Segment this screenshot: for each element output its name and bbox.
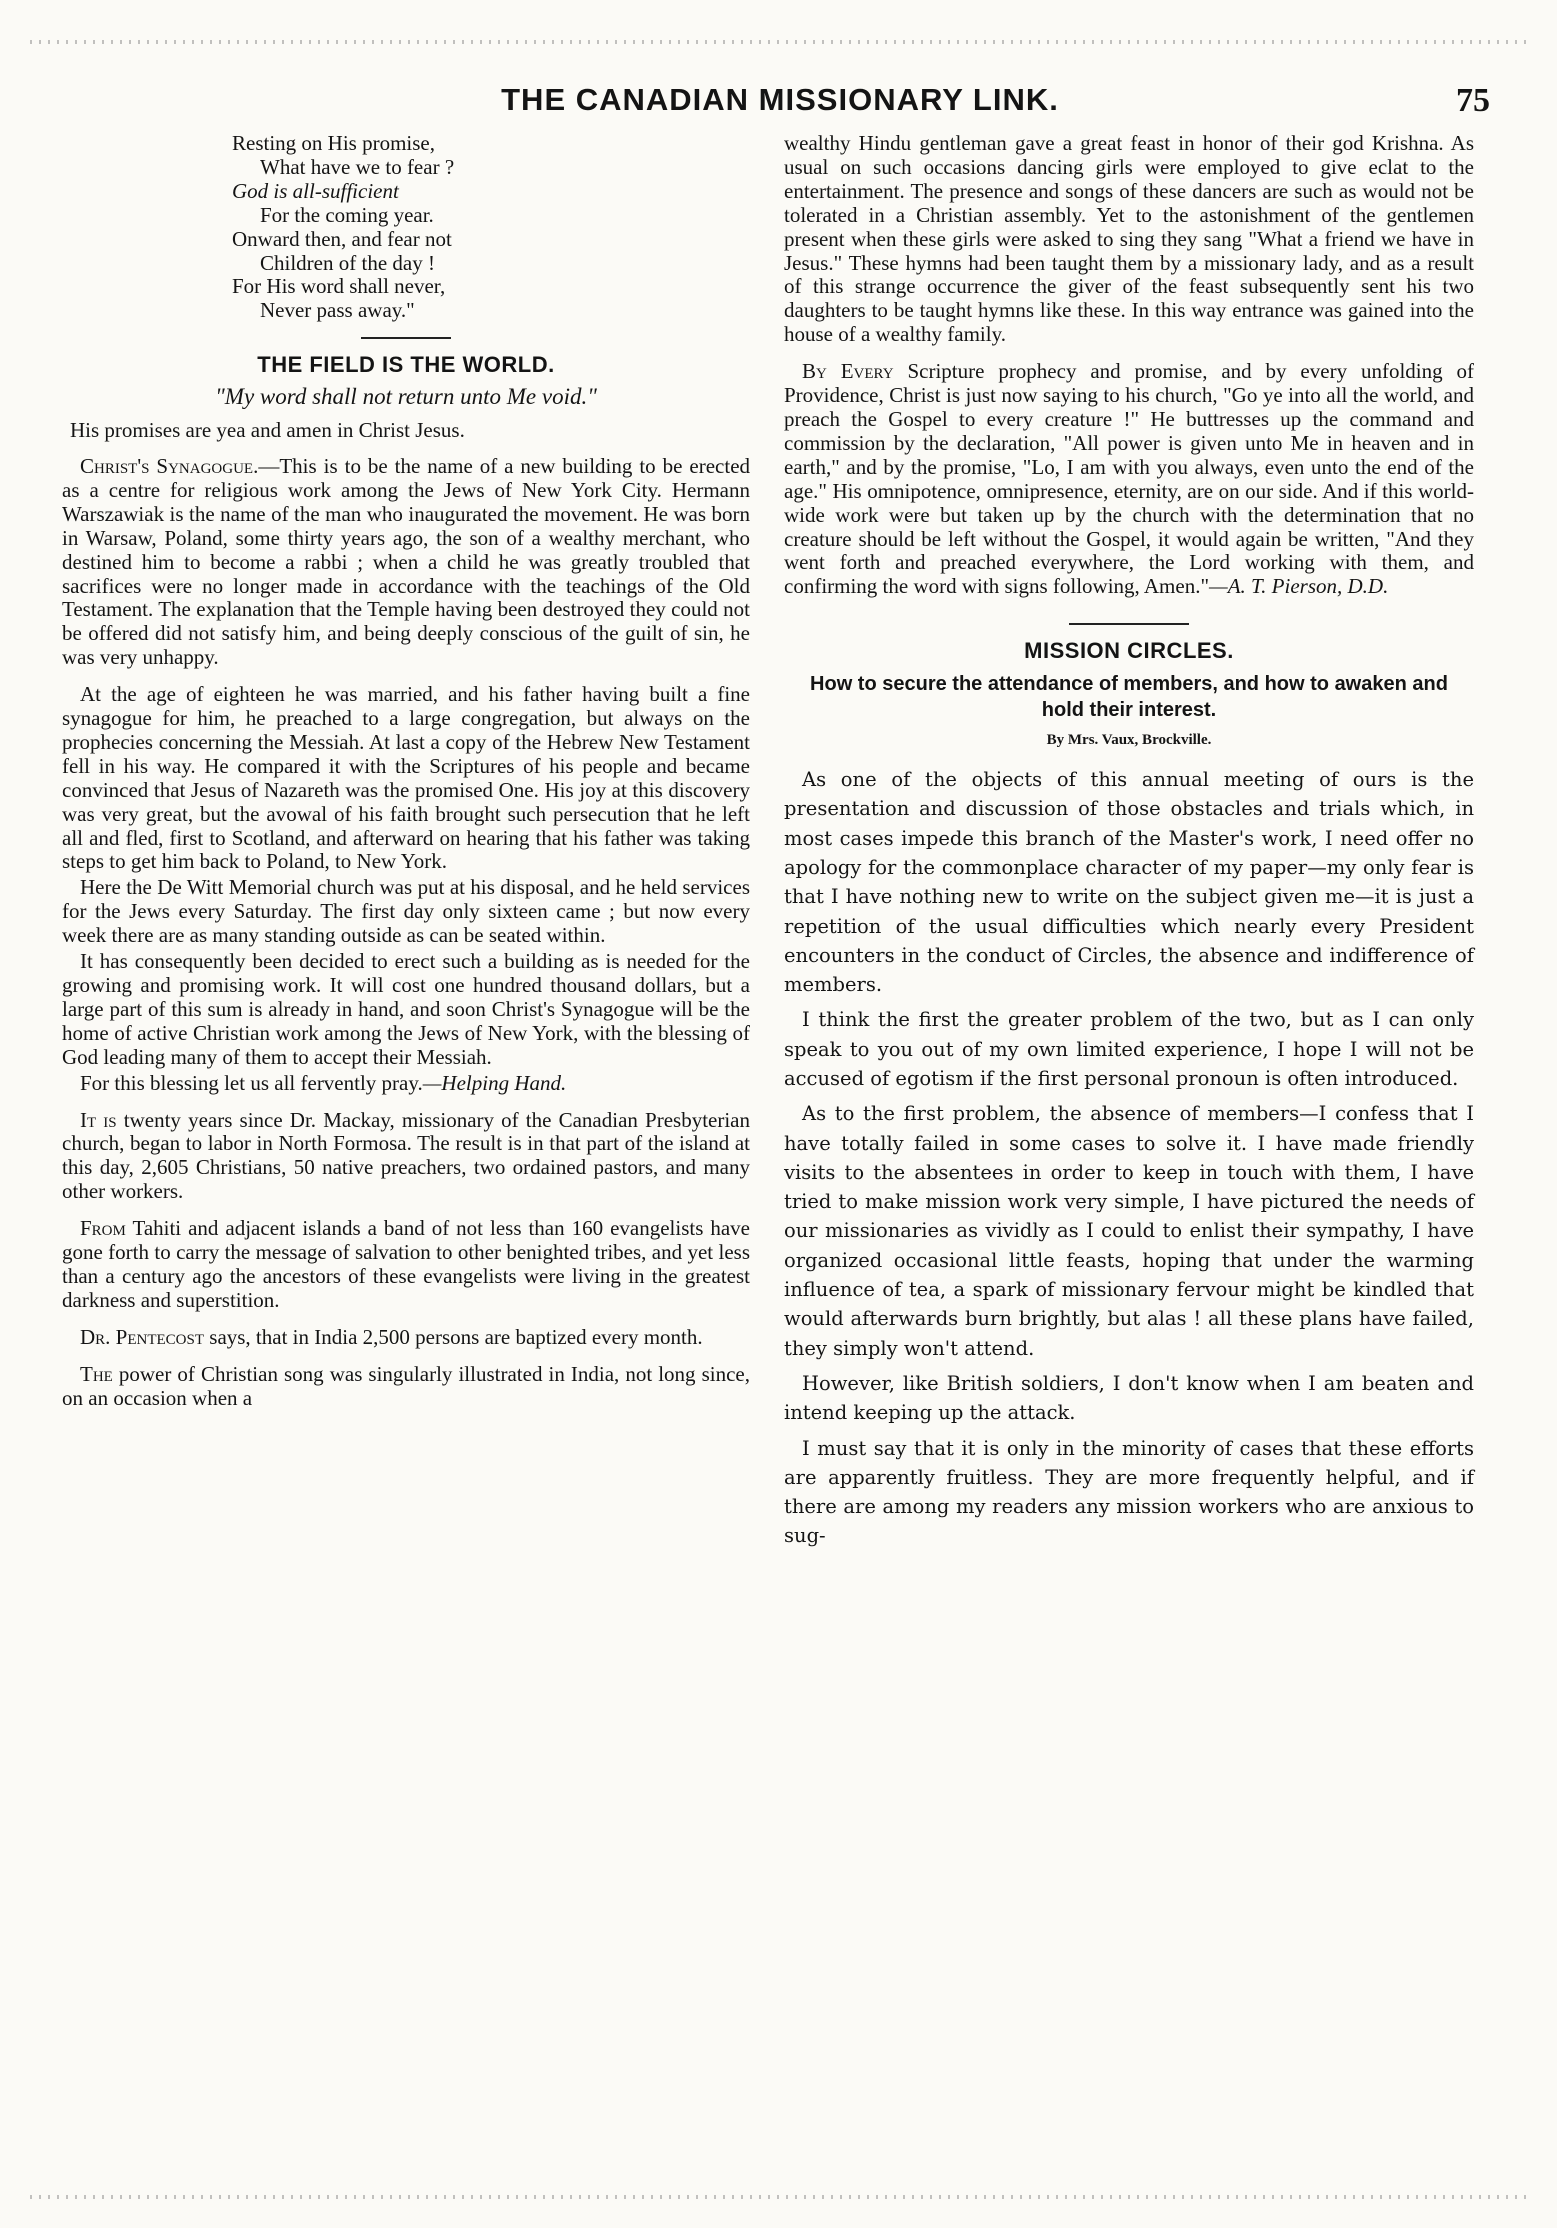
paragraph-text: Scripture prophecy and promise, and by every unfolding of Providence, Christ is just now saying to his church, "Go ye into all the world, and preach the Gospel to every creature !" He buttresses up the command and commission by the declaration, "All power is given unto Me in heaven and in earth," and by the promise, "Lo, I am with you always, even unto the end of the age." His omnipotence, omnipresence, eternity, are on our side. And if this world-wide work were but taken up by the church with the determination that no creature should be left without the Gospel, it would again be written, "And they went forth and preached everywhere, the Lord working with them, and confirming the word with signs following, Amen." [784, 359, 1474, 599]
poem-line: For His word shall never, [232, 274, 446, 299]
scan-noise-top [30, 40, 1527, 44]
run-in-head: By Every [802, 359, 894, 384]
article-paragraph [784, 360, 1474, 599]
article-paragraph: However, like British soldiers, I don't know when I am beaten and intend keeping up the attack. [784, 1371, 1474, 1425]
poem-line: Onward then, and fear not [232, 226, 452, 251]
paragraph-text: says, that in India 2,500 persons are baptized every month. [204, 1324, 703, 1349]
page-number: 75 [1456, 82, 1490, 119]
article-paragraph: Here the De Witt Memorial church was put at his disposal, and he held services for the Jews every Saturday. The first day only sixteen came ; but now every week there are as many standing outside as can be seated within. [62, 875, 750, 948]
section-divider [1069, 623, 1189, 625]
publication-title: THE CANADIAN MISSIONARY LINK. [501, 82, 1059, 117]
run-in-head: Dr. Pentecost [80, 1324, 205, 1349]
section-title: MISSION CIRCLES. [1024, 638, 1234, 664]
paragraph-text: Tahiti and adjacent islands a band of not less than 160 evangelists have gone forth to carry the message of salvation to other benighted tribes, and yet less than a century ago the ancestors of these evangelists were living in the greatest darkness and superstition. [62, 1216, 750, 1312]
article-paragraph [62, 1072, 750, 1096]
section-title: THE FIELD IS THE WORLD. [257, 352, 555, 378]
run-in-head: From [80, 1216, 126, 1241]
scan-noise-bottom [30, 2195, 1527, 2199]
section-divider [361, 337, 451, 339]
right-column [784, 132, 1474, 1557]
poem-line: For the coming year. [260, 202, 434, 227]
paragraph-text: power of Christian song was singularly illustrated in India, not long since, on an occasion when a [62, 1361, 750, 1410]
article-paragraph [62, 1363, 750, 1411]
section-lead: His promises are yea and amen in Christ Jesus. [70, 418, 465, 443]
mission-circles-body [784, 765, 1474, 1551]
poem-line: Resting on His promise, [232, 131, 435, 155]
article-paragraph: At the age of eighteen he was married, and his father having built a fine synagogue for him, he preached to a large congregation, but always on the prophecies concerning the Messiah. At last a copy of the Hebrew New Testament fell in his way. He compared it with the Scriptures of his people and became convinced that Jesus of Nazareth was the promised One. His joy at this discovery was very great, but the avowal of his faith brought such persecution that he left all and fled, first to Scotland, and afterward on hearing that his father was taking steps to get him back to Poland, to New York. [62, 682, 750, 874]
poem-line: Never pass away." [260, 298, 415, 323]
article-paragraph [62, 455, 750, 670]
article-paragraph [62, 1109, 750, 1205]
article-paragraph: I think the first the greater problem of the two, but as I can only speak to you out of my own limited experience, I hope I will not be accused of egotism if the first personal pronoun is often introduced. [784, 1008, 1474, 1090]
byline: By Mrs. Vaux, Brockville. [1046, 732, 1212, 749]
paragraph-text: For this blessing let us all fervently pray. [80, 1070, 423, 1095]
run-in-head: It is [80, 1107, 117, 1132]
section-subhead: How to secure the attendance of members, and how to awaken and hold their interest. [810, 673, 1448, 722]
paragraph-text: twenty years since Dr. Mackay, missionary of the Canadian Presbyterian church, began to labor in North Formosa. The result is in that part of the island at this day, 2,605 Christians, 50 native preachers, two ordained pastors, and many other workers. [62, 1107, 750, 1204]
article-paragraph [62, 1326, 750, 1350]
article-paragraph: As one of the objects of this annual meeting of ours is the presentation and discussion of those obstacles and trials which, in most cases impede this branch of the Master's work, I need offer no apology for the commonplace character of my paper—my only fear is that I have nothing new to write on the subject given me—it is just a repetition of the usual difficulties which nearly every President encounters in the conduct of Circles, the absence and indifference of members. [784, 768, 1474, 997]
article-paragraph: It has consequently been decided to erect such a building as is needed for the growing and promising work. It will cost one hundred thousand dollars, but a large part of this sum is already in hand, and soon Christ's Synagogue will be the home of active Christian work among the Jews of New York, with the blessing of God leading many of them to accept their Messiah. [62, 949, 750, 1069]
article-paragraph [62, 1217, 750, 1313]
source-credit: —A. T. Pierson, D.D. [1209, 574, 1389, 599]
poem [232, 132, 750, 323]
poem-line: Children of the day ! [260, 250, 435, 275]
left-column [62, 132, 750, 1424]
poem-line: What have we to fear ? [260, 154, 455, 179]
article-paragraph: I must say that it is only in the minority of cases that these efforts are apparently fruitless. They are more frequently helpful, and if there are among my readers any mission workers who are anxious to sug- [784, 1436, 1474, 1548]
section-motto: "My word shall not return unto Me void." [215, 384, 597, 410]
article-paragraph: wealthy Hindu gentleman gave a great feast in honor of their god Krishna. As usual on such occasions dancing girls were employed to give eclat to the entertainment. The presence and songs of these dancers are such as would not be tolerated in a Christian assembly. Yet to the astonishment of the gentlemen present when these girls were asked to sing they sang "What a friend we have in Jesus." These hymns had been taught them by a missionary lady, and as a result of this strange occurrence the giver of the feast subsequently sent his two daughters to be taught hymns like these. In this way entrance was gained into the house of a wealthy family. [784, 131, 1474, 347]
article-paragraph: As to the first problem, the absence of members—I confess that I have totally failed in some cases to solve it. I have made friendly visits to the absentees in order to keep in touch with them, I have tried to make mission work very simple, I have pictured the needs of our missionaries as vividly as I could to enlist their sympathy, I have organized occasional little feasts, hoping that under the warming influence of tea, a spark of missionary fervour might be kindled that would afterwards burn brightly, but alas ! all these plans have failed, they simply won't attend. [784, 1102, 1474, 1360]
paragraph-text: —This is to be the name of a new building to be erected as a centre for religious work among the Jews of New York City. Hermann Warszawiak is the name of the man who inaugurated the movement. He was born in Warsaw, Poland, some thirty years ago, the son of a wealthy merchant, who destined him to become a rabbi ; when a child he was greatly troubled that sacrifices were no longer made in accordance with the teachings of the Old Testament. The explanation that the Temple having been destroyed they could not be offered did not satisfy him, and being deeply conscious of the guilt of sin, he was very unhappy. [62, 453, 751, 670]
run-in-head: The [80, 1361, 113, 1386]
source-credit: —Helping Hand. [422, 1070, 567, 1095]
run-in-head: Christ's Synagogue. [80, 453, 259, 478]
page-header [40, 82, 1520, 130]
poem-line: God is all-sufficient [232, 178, 399, 203]
